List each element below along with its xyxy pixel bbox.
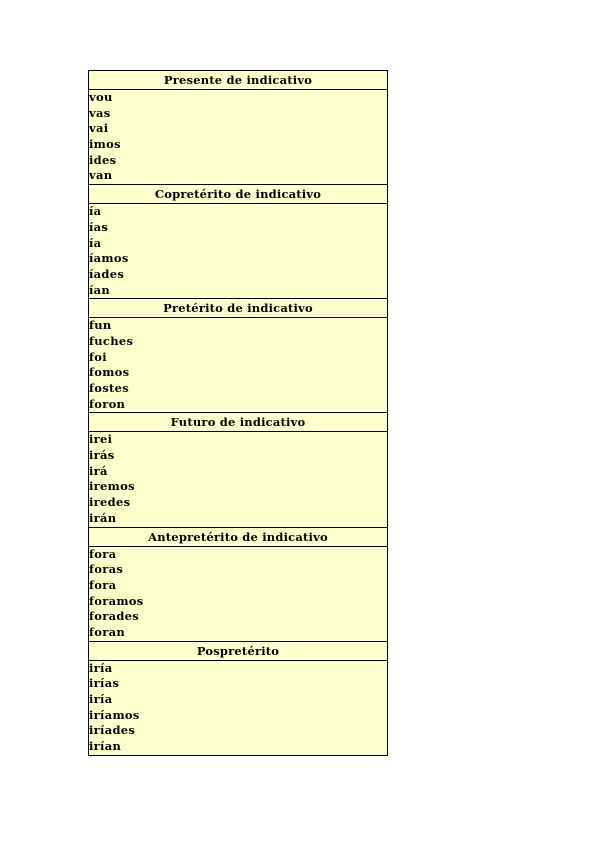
section-header: Pretérito de indicativo <box>89 299 387 318</box>
section-header: Presente de indicativo <box>89 71 387 90</box>
section-futuro <box>89 413 387 527</box>
table-row: irán <box>89 510 117 525</box>
table-row: foi <box>89 349 107 364</box>
table-row: irá <box>89 463 108 478</box>
section-rows <box>89 432 387 527</box>
table-row: vai <box>89 121 109 136</box>
table-row: irías <box>89 676 120 691</box>
table-row: fora <box>89 546 117 561</box>
table-row: iría <box>89 692 113 706</box>
section-rows <box>89 547 387 642</box>
table-row: irían <box>89 739 122 754</box>
table-row: foron <box>89 396 126 411</box>
conjugation-table <box>88 70 388 756</box>
table-row: vou <box>89 90 113 104</box>
table-row: íamos <box>89 251 129 266</box>
section-preterito <box>89 299 387 413</box>
table-row: íades <box>89 266 125 281</box>
table-row: fuches <box>89 333 134 348</box>
section-header: Futuro de indicativo <box>89 413 387 432</box>
table-row: ías <box>89 219 109 234</box>
table-row: ía <box>89 235 102 250</box>
section-presente <box>89 71 387 185</box>
table-row: iremos <box>89 479 135 494</box>
section-header: Copretérito de indicativo <box>89 185 387 204</box>
section-header: Antepretérito de indicativo <box>89 528 387 547</box>
table-row: fostes <box>89 381 129 395</box>
table-row: foramos <box>89 593 144 608</box>
table-row: van <box>89 168 113 183</box>
table-row: forades <box>89 609 140 624</box>
table-row: ía <box>89 204 102 219</box>
table-row: fun <box>89 318 112 333</box>
section-copreterito <box>89 185 387 299</box>
section-rows <box>89 318 387 413</box>
table-row: ides <box>89 152 117 167</box>
table-row: iría <box>89 660 113 675</box>
table-row: fomos <box>89 365 130 380</box>
section-antepreterito <box>89 528 387 642</box>
table-row: foras <box>89 562 124 577</box>
table-row: irei <box>89 432 113 447</box>
table-row: imos <box>89 137 121 152</box>
table-row: iríamos <box>89 707 140 722</box>
section-pospreterito <box>89 642 387 756</box>
section-rows <box>89 204 387 299</box>
table-row: foran <box>89 624 125 639</box>
table-row: vas <box>89 105 111 120</box>
table-row: irás <box>89 448 115 463</box>
section-header: Pospretérito <box>89 642 387 661</box>
table-row: ían <box>89 282 111 297</box>
table-row: iredes <box>89 495 131 510</box>
table-row: iríades <box>89 723 136 738</box>
table-row: fora <box>89 577 117 592</box>
section-rows <box>89 661 387 756</box>
section-rows <box>89 90 387 185</box>
